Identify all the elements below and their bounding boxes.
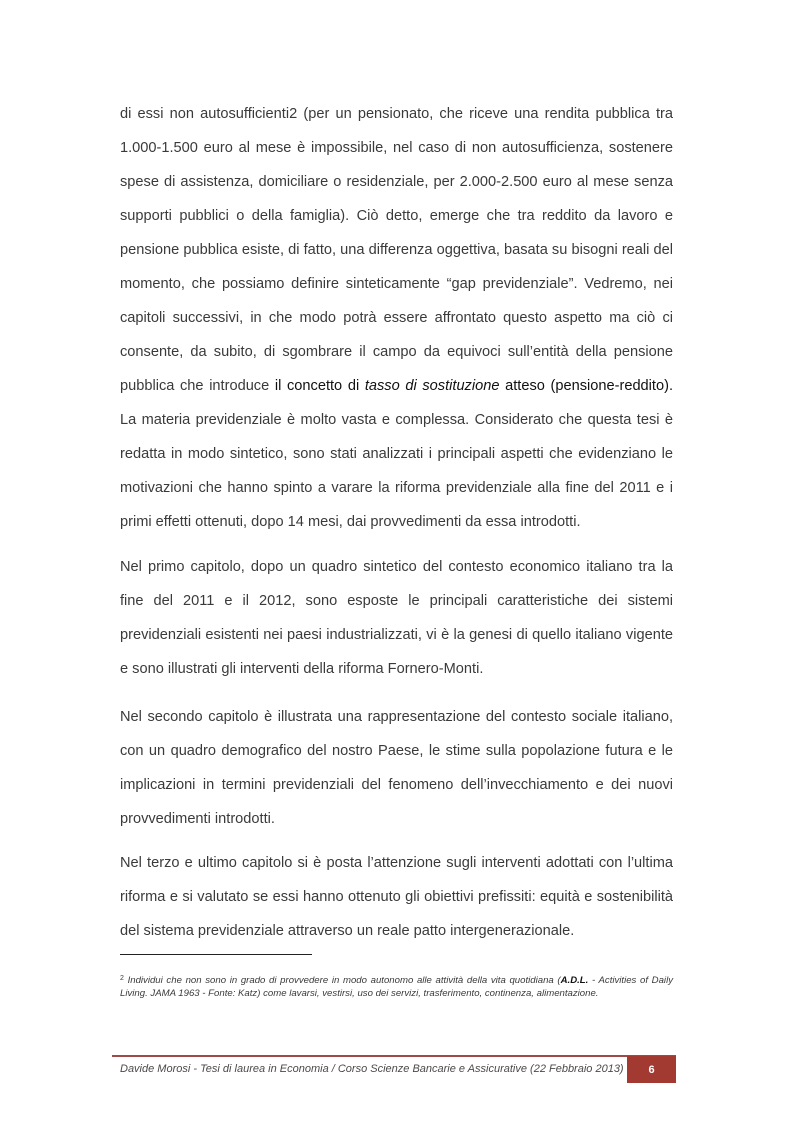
footnote-marker: 2: [120, 975, 124, 982]
page-number-badge: [627, 1056, 676, 1083]
footnote-separator: [120, 954, 312, 955]
paragraph-text: il concetto di: [274, 378, 365, 394]
body-paragraph-3: Nel secondo capitolo è illustrata una rappresentazione del contesto sociale italiano, con un quadro demografico del nostro Paese, le stime sulla popolazione futura e le implicazioni in termini previdenziali del fenomeno dell’invecchiamento e dei nuovi provvedimenti introdotti.: [120, 709, 673, 827]
footnote-text: Individui che non sono in grado di provvedere in modo autonomo alle attività della vita quotidiana (: [123, 975, 561, 986]
paragraph-text: (per un pensionato, che riceve una rendita pubblica tra 1.000-1.500 euro al mese è impossibile, nel caso di non autosufficienza, sostenere spese di assistenza, domiciliare o residenziale, per 2.000-2.500 euro al mese senza supporti pubblici o della famiglia). Ciò detto, emerge che tra reddito da lavoro e pensione pubblica esiste, di fatto, una differenza oggettiva, basata su bisogni reali del momento, che possiamo definire sinteticamente “gap previdenziale”. Vedremo, nei capitoli successivi, in che modo potrà essere affrontato questo aspetto ma ciò ci consente, da subito, di sgombrare il campo da equivoci sull’entità della pensione pubblica che introduce: [120, 106, 673, 394]
body-paragraph-2: Nel primo capitolo, dopo un quadro sintetico del contesto economico italiano tra la fine del 2011 e il 2012, sono esposte le principali caratteristiche dei sistemi previdenziali esistenti nei paesi industrializzati, vi è la genesi di quello italiano vigente e sono illustrati gli interventi della riforma Fornero-Monti.: [120, 559, 673, 677]
footer-rule: [112, 1055, 676, 1057]
footnote: [120, 975, 673, 1000]
paragraph-text: La materia previdenziale è molto vasta e complessa. Considerato che questa tesi è redatta in modo sintetico, sono stati analizzati i principali aspetti che evidenziano le motivazioni che hanno spinto a varare la riforma previdenziale alla fine del 2011 e i primi effetti ottenuti, dopo 14 mesi, dai provvedimenti da essa introdotti.: [120, 412, 673, 530]
body-paragraph-1: [120, 97, 673, 539]
page-number: 6: [648, 1063, 655, 1076]
emphasized-term: tasso di sostituzione: [364, 378, 500, 394]
paragraph-text: di essi non autosufficienti: [120, 106, 290, 122]
paragraph-text: atteso (pensione-reddito).: [499, 378, 673, 394]
body-paragraph-4: Nel terzo e ultimo capitolo si è posta l’attenzione sugli interventi adottati con l’ultima riforma e si valutato se essi hanno ottenuto gli obiettivi prefissiti: equità e sostenibilità del sistema previdenziale attraverso un reale patto intergenerazionale.: [120, 855, 673, 939]
footnote-abbreviation: A.D.L.: [560, 975, 589, 986]
footnote-text: - Activities of Daily Living. JAMA 1963 - Fonte: Katz) come lavarsi, vestirsi, uso dei servizi, trasferimento, continenza, alimentazione.: [120, 975, 673, 999]
footer-text: Davide Morosi - Tesi di laurea in Economia / Corso Scienze Bancarie e Assicurative (22 Febbraio 2013): [120, 1063, 624, 1075]
footnote-reference[interactable]: 2: [289, 106, 298, 122]
